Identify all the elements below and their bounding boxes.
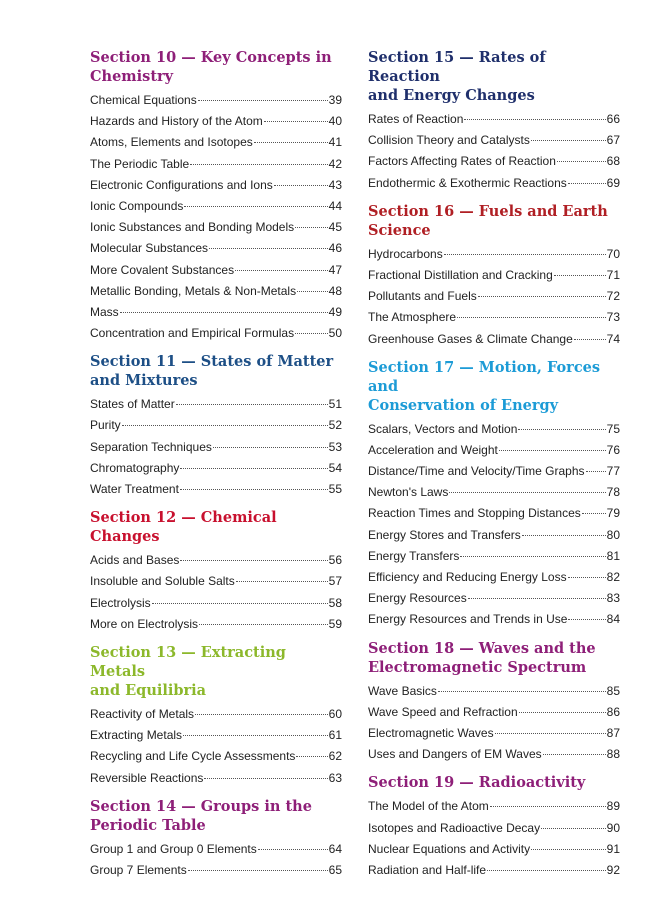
- dot-leader: [449, 492, 605, 493]
- toc-entry: [368, 503, 620, 524]
- section-heading-line: Section 19 — Radioactivity: [368, 774, 586, 792]
- section-heading: [90, 350, 342, 390]
- toc-entry: [90, 415, 342, 436]
- entry-title: The Atmosphere: [368, 310, 457, 325]
- entry-page-number: 46: [328, 241, 342, 256]
- toc-entry: [368, 546, 620, 567]
- dot-leader: [444, 254, 606, 255]
- toc-entry: [90, 238, 342, 259]
- dot-leader: [457, 317, 606, 318]
- entry-title: Concentration and Empirical Formulas: [90, 326, 295, 341]
- toc-entry: [90, 704, 342, 725]
- section-heading: [90, 795, 342, 835]
- entry-page-number: 55: [328, 482, 342, 496]
- section-heading-line: Periodic Table: [90, 816, 206, 834]
- entry-title: Chromatography: [90, 460, 180, 475]
- entry-title: Electrolysis: [90, 595, 151, 610]
- entry-title: Energy Resources: [368, 591, 467, 606]
- entry-title: Water Treatment: [90, 482, 179, 496]
- dot-leader: [519, 712, 606, 713]
- section-heading-line: Section 16 — Fuels and Earth: [368, 202, 608, 220]
- entry-page-number: 57: [328, 574, 342, 589]
- dot-leader: [190, 164, 327, 165]
- entry-title: States of Matter: [90, 397, 175, 412]
- section-heading-line: Electromagnetic Spectrum: [368, 658, 587, 676]
- dot-leader: [254, 142, 328, 143]
- entry-title: Separation Techniques: [90, 439, 212, 454]
- section-heading: [368, 200, 620, 240]
- entry-title: Reversible Reactions: [90, 770, 204, 785]
- entry-page-number: 84: [606, 612, 620, 627]
- right-column: [368, 46, 620, 887]
- toc-entry: [368, 860, 620, 881]
- toc-section: [368, 637, 620, 766]
- section-heading: [368, 46, 620, 105]
- section-heading: [90, 641, 342, 700]
- entry-title: Ionic Compounds: [90, 198, 184, 213]
- entry-title: More on Electrolysis: [90, 616, 199, 631]
- dot-leader: [568, 619, 605, 620]
- entry-title: Hazards and History of the Atom: [90, 114, 263, 129]
- toc-entry: [368, 702, 620, 723]
- entry-page-number: 88: [606, 747, 620, 762]
- toc-section: [90, 795, 342, 881]
- entry-page-number: 80: [606, 527, 620, 542]
- dot-leader: [490, 806, 606, 807]
- dot-leader: [198, 100, 328, 101]
- entry-page-number: 70: [606, 246, 620, 261]
- dot-leader: [204, 778, 327, 779]
- dot-leader: [180, 489, 328, 490]
- entry-title: Group 7 Elements: [90, 862, 187, 877]
- dot-leader: [120, 312, 328, 313]
- toc-entry: [368, 173, 620, 194]
- section-heading-line: and Mixtures: [90, 372, 198, 390]
- entry-page-number: 78: [606, 485, 620, 500]
- section-heading-line: Chemistry: [90, 68, 174, 85]
- toc-entry: [90, 458, 342, 479]
- entry-page-number: 51: [328, 397, 342, 412]
- toc-entry: [368, 723, 620, 744]
- toc-entry: [90, 437, 342, 458]
- entry-title: Collision Theory and Catalysts: [368, 133, 530, 148]
- entry-page-number: 83: [606, 591, 620, 606]
- section-heading-line: and Energy Changes: [368, 87, 535, 104]
- dot-leader: [152, 603, 328, 604]
- entry-title: Acids and Bases: [90, 553, 180, 568]
- dot-leader: [531, 140, 606, 141]
- toc-entry: [90, 323, 342, 344]
- toc-entry: [90, 394, 342, 415]
- entry-title: Reactivity of Metals: [90, 706, 195, 721]
- dot-leader: [438, 691, 606, 692]
- entry-page-number: 73: [606, 310, 620, 325]
- entry-title: The Model of the Atom: [368, 799, 489, 814]
- toc-entry: [368, 244, 620, 265]
- toc-entry: [368, 681, 620, 702]
- toc-entry: [90, 217, 342, 238]
- entry-page-number: 39: [328, 93, 342, 107]
- entry-page-number: 56: [328, 553, 342, 568]
- toc-entry: [90, 571, 342, 592]
- dot-leader: [297, 291, 328, 292]
- toc-entry: [90, 768, 342, 789]
- entry-page-number: 43: [328, 177, 342, 192]
- entry-title: Molecular Substances: [90, 241, 209, 256]
- toc-section: [90, 46, 342, 344]
- toc-entry: [368, 839, 620, 860]
- entry-title: Electronic Configurations and Ions: [90, 177, 273, 192]
- entry-page-number: 68: [606, 154, 620, 169]
- entry-page-number: 76: [606, 442, 620, 457]
- toc-entry: [90, 746, 342, 767]
- entry-title: Mass: [90, 304, 119, 319]
- entry-page-number: 44: [328, 198, 342, 213]
- entry-page-number: 90: [606, 820, 620, 835]
- dot-leader: [180, 560, 327, 561]
- dot-leader: [468, 598, 606, 599]
- entry-title: Acceleration and Weight: [368, 442, 498, 457]
- toc-section: [368, 771, 620, 881]
- entry-page-number: 91: [606, 841, 620, 856]
- toc-entry: [368, 440, 620, 461]
- toc-entry: [368, 461, 620, 482]
- entry-title: Energy Resources and Trends in Use: [368, 612, 568, 627]
- entry-page-number: 74: [606, 331, 620, 346]
- entry-title: Radiation and Half-life: [368, 862, 487, 877]
- entry-page-number: 41: [328, 135, 342, 150]
- toc-section: [368, 46, 620, 194]
- toc-entry: [368, 307, 620, 328]
- dot-leader: [495, 733, 606, 734]
- entry-title: Ionic Substances and Bonding Models: [90, 220, 295, 235]
- toc-section: [368, 200, 620, 350]
- dot-leader: [478, 296, 606, 297]
- entry-title: Reaction Times and Stopping Distances: [368, 506, 581, 521]
- dot-leader: [568, 577, 606, 578]
- toc-entry: [90, 175, 342, 196]
- entry-title: Efficiency and Reducing Energy Loss: [368, 570, 567, 584]
- entry-title: Fractional Distillation and Cracking: [368, 267, 553, 282]
- entry-page-number: 49: [328, 304, 342, 319]
- dot-leader: [122, 425, 328, 426]
- toc-entry: [368, 482, 620, 503]
- entry-title: Electromagnetic Waves: [368, 725, 494, 740]
- dot-leader: [574, 339, 606, 340]
- entry-page-number: 52: [328, 418, 342, 433]
- entry-page-number: 86: [606, 704, 620, 719]
- section-heading-line: Section 10 — Key Concepts in: [90, 49, 332, 66]
- entry-title: Newton's Laws: [368, 485, 449, 500]
- entry-page-number: 63: [328, 770, 342, 785]
- entry-page-number: 64: [328, 841, 342, 856]
- dot-leader: [582, 513, 606, 514]
- entry-title: Group 1 and Group 0 Elements: [90, 841, 257, 856]
- entry-page-number: 48: [328, 283, 342, 298]
- entry-page-number: 50: [328, 326, 342, 341]
- section-heading: [368, 356, 620, 415]
- section-heading-line: Conservation of Energy: [368, 396, 559, 414]
- entry-title: Atoms, Elements and Isotopes: [90, 135, 253, 150]
- entry-title: Factors Affecting Rates of Reaction: [368, 154, 556, 169]
- dot-leader: [188, 870, 328, 871]
- section-heading-line: Section 18 — Waves and the: [368, 639, 596, 657]
- dot-leader: [295, 227, 328, 228]
- dot-leader: [541, 828, 606, 829]
- entry-title: Energy Transfers: [368, 548, 460, 563]
- dot-leader: [258, 849, 328, 850]
- toc-entry: [90, 260, 342, 281]
- section-heading: [368, 771, 620, 792]
- toc-entry: [368, 419, 620, 440]
- toc-entry: [90, 196, 342, 217]
- section-heading-line: and Equilibria: [90, 681, 207, 699]
- entry-page-number: 62: [328, 749, 342, 764]
- dot-leader: [499, 450, 606, 451]
- entry-title: Endothermic & Exothermic Reactions: [368, 175, 567, 190]
- entry-page-number: 79: [606, 506, 620, 521]
- dot-leader: [209, 248, 328, 249]
- entry-title: Wave Basics: [368, 683, 437, 698]
- toc-section: [90, 506, 342, 635]
- toc-entry: [368, 109, 620, 130]
- toc-entry: [90, 839, 342, 860]
- dot-leader: [296, 756, 327, 757]
- entry-title: Scalars, Vectors and Motion: [368, 421, 518, 436]
- toc-entry: [368, 151, 620, 172]
- dot-leader: [180, 468, 327, 469]
- entry-title: Insoluble and Soluble Salts: [90, 574, 235, 589]
- entry-page-number: 42: [328, 156, 342, 171]
- entry-title: Pollutants and Fuels: [368, 289, 477, 304]
- entry-page-number: 77: [606, 464, 620, 479]
- entry-title: Greenhouse Gases & Climate Change: [368, 331, 573, 346]
- dot-leader: [557, 161, 606, 162]
- entry-page-number: 82: [606, 570, 620, 584]
- section-heading-line: Section 12 — Chemical Changes: [90, 509, 277, 546]
- entry-page-number: 66: [606, 112, 620, 126]
- toc-section: [368, 356, 620, 631]
- entry-page-number: 40: [328, 114, 342, 129]
- toc-section: [90, 641, 342, 789]
- dot-leader: [195, 714, 328, 715]
- toc-entry: [90, 479, 342, 500]
- dot-leader: [183, 735, 328, 736]
- entry-page-number: 60: [328, 706, 342, 721]
- toc-section: [90, 350, 342, 500]
- entry-page-number: 61: [328, 728, 342, 743]
- toc-entry: [90, 725, 342, 746]
- dot-leader: [184, 206, 327, 207]
- entry-page-number: 54: [328, 460, 342, 475]
- entry-page-number: 72: [606, 289, 620, 304]
- entry-page-number: 81: [606, 548, 620, 563]
- dot-leader: [264, 121, 328, 122]
- dot-leader: [531, 849, 606, 850]
- entry-page-number: 75: [606, 421, 620, 436]
- dot-leader: [554, 275, 606, 276]
- entry-title: Nuclear Equations and Activity: [368, 841, 531, 856]
- entry-title: Extracting Metals: [90, 728, 183, 743]
- dot-leader: [586, 471, 606, 472]
- entry-title: More Covalent Substances: [90, 262, 235, 277]
- section-heading-line: Section 14 — Groups in the: [90, 797, 312, 815]
- toc-entry: [90, 593, 342, 614]
- toc-entry: [90, 302, 342, 323]
- section-heading: [368, 637, 620, 677]
- toc-entry: [368, 130, 620, 151]
- section-heading-line: Section 15 — Rates of Reaction: [368, 49, 546, 85]
- toc-entry: [90, 550, 342, 571]
- toc-entry: [368, 609, 620, 630]
- toc-entry: [368, 818, 620, 839]
- entry-page-number: 71: [606, 267, 620, 282]
- dot-leader: [568, 183, 606, 184]
- dot-leader: [518, 429, 605, 430]
- section-heading: [90, 506, 342, 546]
- entry-title: Distance/Time and Velocity/Time Graphs: [368, 464, 585, 479]
- dot-leader: [522, 535, 606, 536]
- toc-entry: [368, 744, 620, 765]
- entry-page-number: 87: [606, 725, 620, 740]
- section-heading-line: Section 17 — Motion, Forces and: [368, 358, 601, 395]
- left-column: [90, 46, 342, 887]
- entry-title: Uses and Dangers of EM Waves: [368, 747, 542, 762]
- entry-title: The Periodic Table: [90, 156, 190, 171]
- dot-leader: [236, 581, 328, 582]
- toc-entry: [90, 614, 342, 635]
- entry-page-number: 67: [606, 133, 620, 148]
- toc-entry: [368, 796, 620, 817]
- dot-leader: [176, 404, 328, 405]
- entry-page-number: 47: [328, 262, 342, 277]
- section-heading: [90, 46, 342, 86]
- entry-title: Wave Speed and Refraction: [368, 704, 518, 719]
- section-heading-line: Science: [368, 221, 431, 239]
- toc-entry: [90, 111, 342, 132]
- toc-entry: [368, 588, 620, 609]
- toc-entry: [368, 286, 620, 307]
- entry-title: Metallic Bonding, Metals & Non-Metals: [90, 283, 297, 298]
- entry-page-number: 92: [606, 862, 620, 877]
- dot-leader: [199, 624, 328, 625]
- entry-page-number: 53: [328, 439, 342, 454]
- entry-title: Purity: [90, 418, 121, 433]
- entry-page-number: 59: [328, 616, 342, 631]
- entry-page-number: 69: [606, 175, 620, 190]
- entry-page-number: 58: [328, 595, 342, 610]
- entry-title: Hydrocarbons: [368, 246, 443, 261]
- toc-entry: [90, 281, 342, 302]
- entry-page-number: 45: [328, 220, 342, 235]
- toc-entry: [368, 567, 620, 588]
- dot-leader: [464, 119, 605, 120]
- entry-page-number: 65: [328, 862, 342, 877]
- toc-entry: [368, 329, 620, 350]
- dot-leader: [295, 333, 328, 334]
- dot-leader: [487, 870, 606, 871]
- toc-entry: [90, 132, 342, 153]
- toc-entry: [90, 90, 342, 111]
- dot-leader: [235, 270, 328, 271]
- entry-title: Recycling and Life Cycle Assessments: [90, 749, 296, 764]
- dot-leader: [543, 754, 606, 755]
- entry-title: Rates of Reaction: [368, 112, 464, 126]
- entry-page-number: 85: [606, 683, 620, 698]
- dot-leader: [460, 556, 605, 557]
- section-heading-line: Section 11 — States of Matter: [90, 353, 334, 371]
- section-heading-line: Section 13 — Extracting Metals: [90, 643, 286, 680]
- entry-title: Chemical Equations: [90, 93, 197, 107]
- toc-entry: [368, 525, 620, 546]
- entry-title: Isotopes and Radioactive Decay: [368, 820, 541, 835]
- entry-page-number: 89: [606, 799, 620, 814]
- toc-entry: [90, 154, 342, 175]
- entry-title: Energy Stores and Transfers: [368, 527, 521, 542]
- dot-leader: [274, 185, 328, 186]
- dot-leader: [213, 447, 328, 448]
- toc-entry: [368, 265, 620, 286]
- toc-entry: [90, 860, 342, 881]
